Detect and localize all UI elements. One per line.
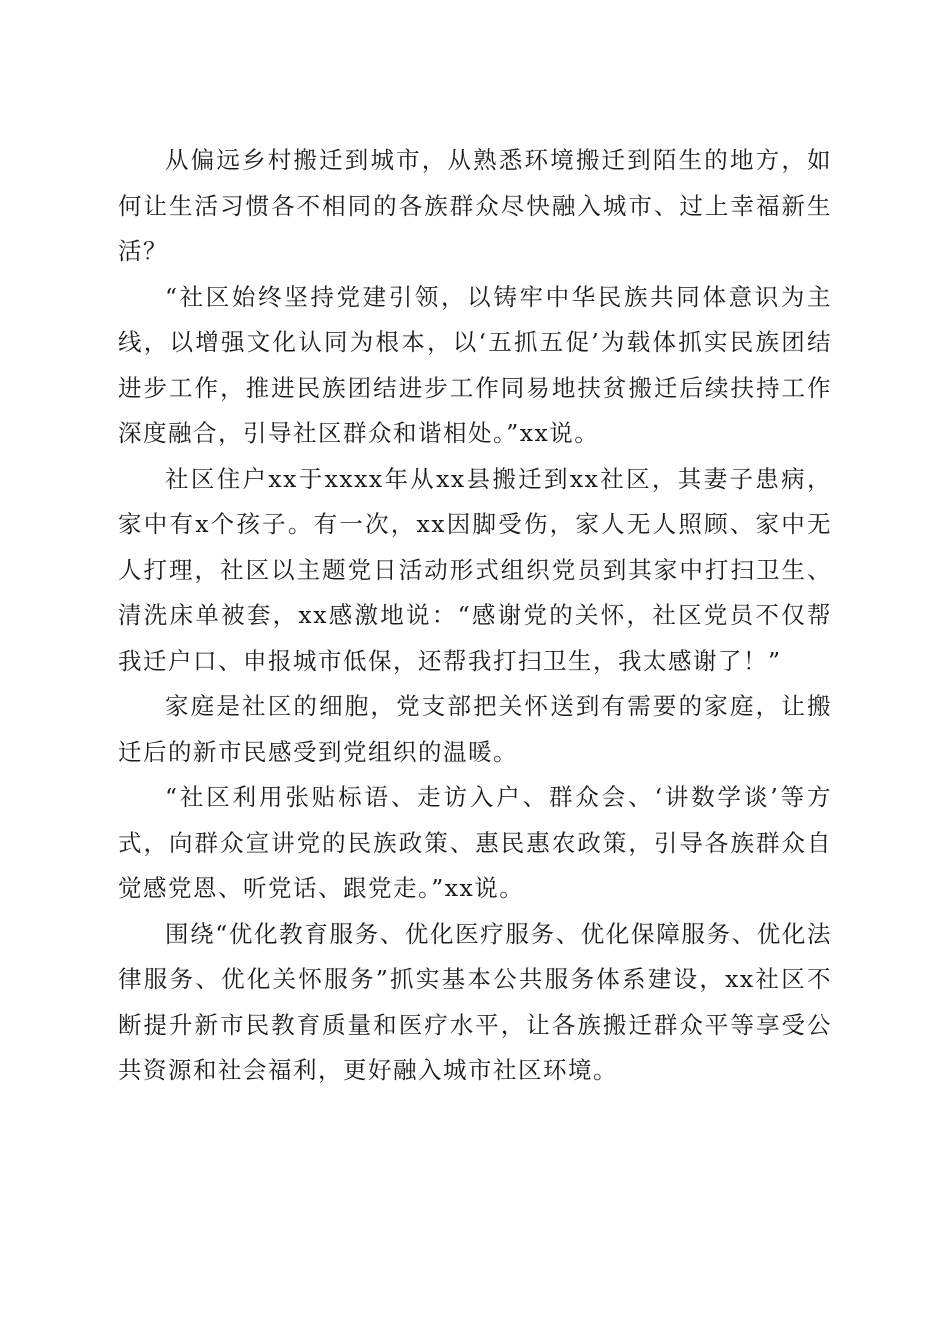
document-body	[118, 138, 832, 1094]
paragraph-family-care: 家庭是社区的细胞，党支部把关怀送到有需要的家庭，让搬迁后的新市民感受到党组织的温暖。	[118, 692, 832, 766]
paragraph-resident-story: 社区住户xx于xxxx年从xx县搬迁到xx社区，其妻子患病，家中有x个孩子。有一次，xx因脚受伤，家人无人照顾、家中无人打理，社区以主题党日活动形式组织党员到其家中打扫卫生、清洗床单被套，xx感激地说：“感谢党的关怀，社区党员不仅帮我迁户口、申报城市低保，还帮我打扫卫生，我太感谢了！”	[118, 464, 832, 675]
paragraph-party-leadership-quote: “社区始终坚持党建引领，以铸牢中华民族共同体意识为主线，以增强文化认同为根本，以‘五抓五促’为载体抓实民族团结进步工作，推进民族团结进步工作同易地扶贫搬迁后续扶持工作深度融合，引导社区群众和谐相处。”xx说。	[118, 282, 832, 447]
paragraph-public-services: 围绕“优化教育服务、优化医疗服务、优化保障服务、优化法律服务、优化关怀服务”抓实基本公共服务体系建设，xx社区不断提升新市民教育质量和医疗水平，让各族搬迁群众平等享受公共资源和社会福利，更好融入城市社区环境。	[118, 919, 832, 1084]
paragraph-policy-promotion-quote: “社区利用张贴标语、走访入户、群众会、‘讲数学谈’等方式，向群众宣讲党的民族政策、惠民惠农政策，引导各族群众自觉感党恩、听党话、跟党走。”xx说。	[118, 783, 832, 902]
paragraph-relocation-question: 从偏远乡村搬迁到城市，从熟悉环境搬迁到陌生的地方，如何让生活习惯各不相同的各族群众尽快融入城市、过上幸福新生活？	[118, 146, 832, 265]
